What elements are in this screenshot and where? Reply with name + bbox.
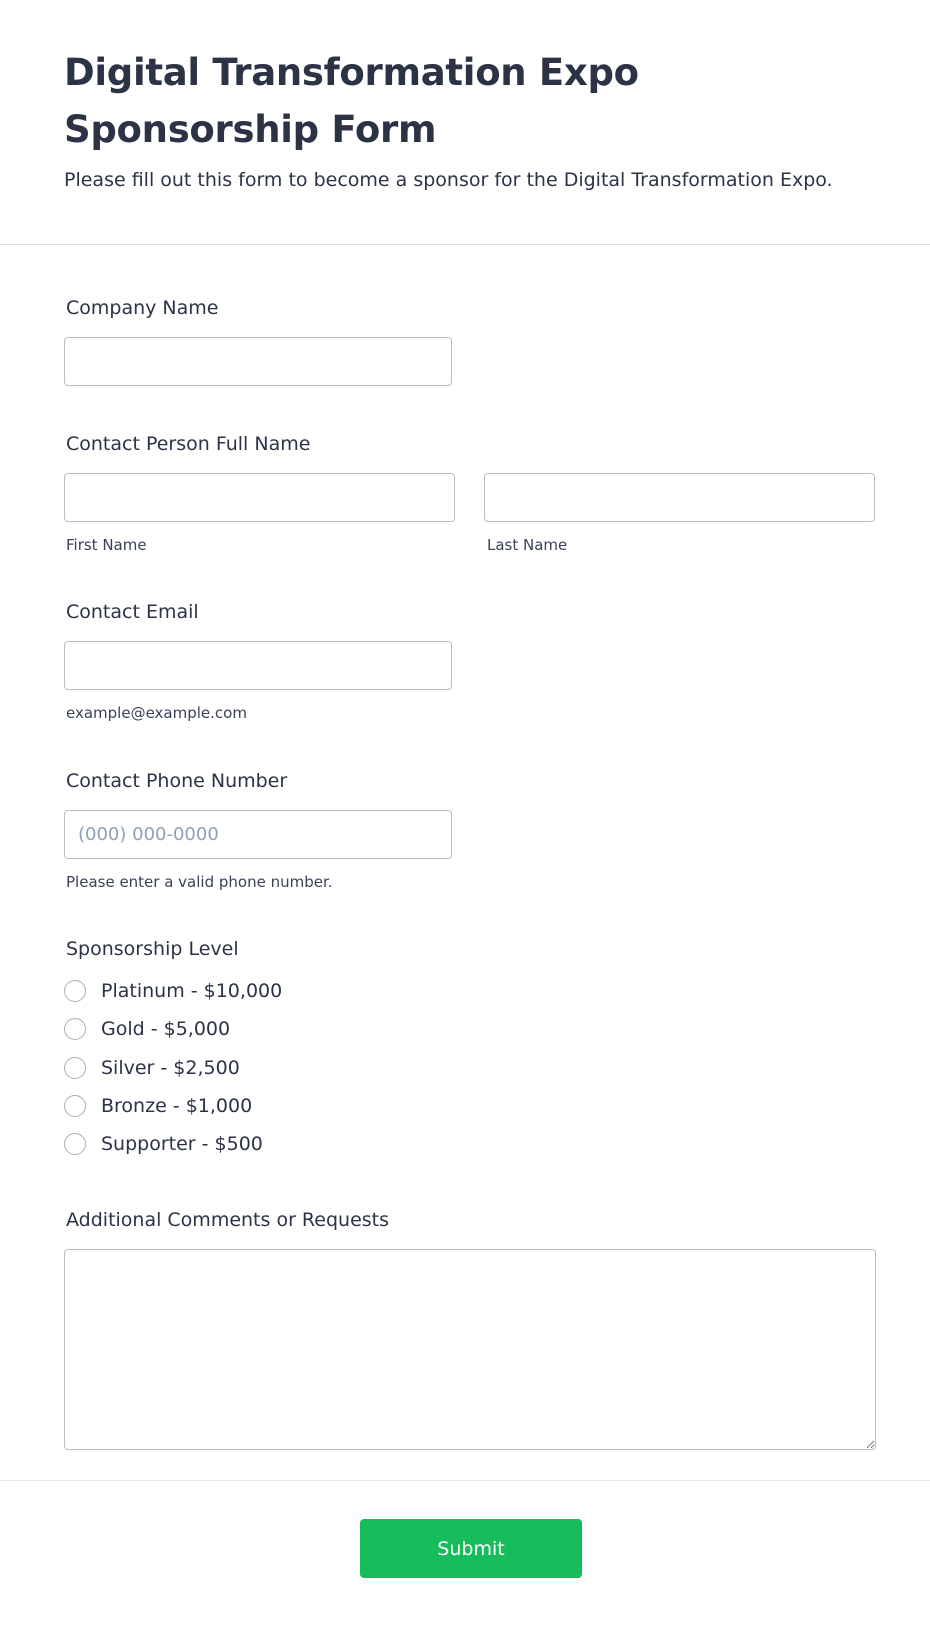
company-name-input[interactable] bbox=[64, 337, 452, 386]
submit-button[interactable]: Submit bbox=[360, 1519, 582, 1578]
first-name-input[interactable] bbox=[64, 473, 455, 522]
company-name-label: Company Name bbox=[66, 297, 219, 319]
radio-label: Silver - $2,500 bbox=[101, 1057, 240, 1079]
radio-button[interactable] bbox=[64, 1018, 86, 1040]
radio-button[interactable] bbox=[64, 1057, 86, 1079]
radio-option-bronze[interactable] bbox=[64, 1093, 252, 1119]
phone-sublabel: Please enter a valid phone number. bbox=[66, 873, 333, 891]
form-header bbox=[0, 0, 930, 245]
radio-option-gold[interactable] bbox=[64, 1016, 230, 1042]
radio-label: Bronze - $1,000 bbox=[101, 1095, 253, 1117]
radio-option-platinum[interactable] bbox=[64, 978, 282, 1004]
contact-name-label: Contact Person Full Name bbox=[66, 433, 311, 455]
radio-option-supporter[interactable] bbox=[64, 1131, 263, 1157]
first-name-sublabel: First Name bbox=[66, 536, 147, 554]
radio-button[interactable] bbox=[64, 980, 86, 1002]
comments-textarea[interactable] bbox=[64, 1249, 876, 1450]
radio-option-silver[interactable] bbox=[64, 1055, 240, 1081]
last-name-input[interactable] bbox=[484, 473, 875, 522]
radio-label: Platinum - $10,000 bbox=[101, 980, 283, 1002]
contact-phone-label: Contact Phone Number bbox=[66, 770, 288, 792]
last-name-sublabel: Last Name bbox=[487, 536, 568, 554]
radio-label: Supporter - $500 bbox=[101, 1133, 263, 1155]
comments-label: Additional Comments or Requests bbox=[66, 1209, 389, 1231]
phone-input[interactable] bbox=[64, 810, 452, 859]
footer-divider bbox=[0, 1480, 930, 1481]
email-sublabel: example@example.com bbox=[66, 704, 247, 722]
form-title: Digital Transformation Expo Sponsorship Form bbox=[64, 51, 639, 151]
email-input[interactable] bbox=[64, 641, 452, 690]
form-subtitle: Please fill out this form to become a sponsor for the Digital Transformation Expo. bbox=[64, 169, 833, 191]
sponsorship-level-label: Sponsorship Level bbox=[66, 938, 239, 960]
radio-button[interactable] bbox=[64, 1095, 86, 1117]
radio-button[interactable] bbox=[64, 1133, 86, 1155]
contact-email-label: Contact Email bbox=[66, 601, 199, 623]
radio-label: Gold - $5,000 bbox=[101, 1018, 231, 1040]
